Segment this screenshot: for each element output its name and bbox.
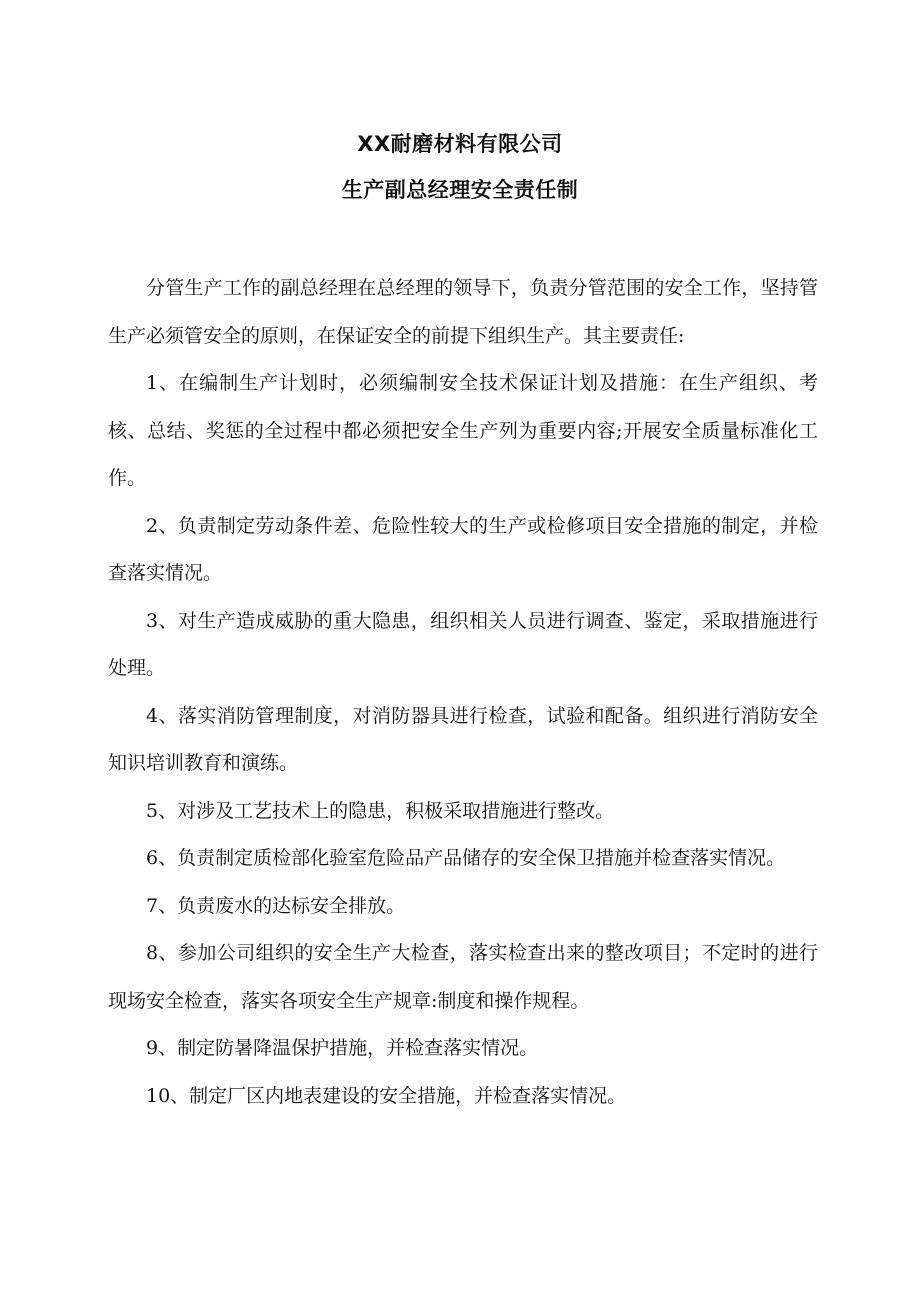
list-item: 1、在编制生产计划时，必须编制安全技术保证计划及措施：在生产组织、考核、总结、奖惩的全过程中都必须把安全生产列为重要内容;开展安全质量标准化工作。 (108, 372, 818, 489)
list-item: 9、制定防暑降温保护措施，并检查落实情况。 (146, 1037, 539, 1059)
intro-paragraph: 分管生产工作的副总经理在总经理的领导下，负责分管范围的安全工作，坚持管生产必须管安全的原则，在保证安全的前提下组织生产。其主要责任: (108, 277, 818, 347)
list-item: 2、负责制定劳动条件差、危险性较大的生产或检修项目安全措施的制定，并检查落实情况。 (108, 514, 818, 584)
list-item: 7、负责废水的达标安全排放。 (146, 894, 406, 917)
list-item: 3、对生产造成威胁的重大隐患，组织相关人员进行调查、鉴定，采取措施进行处理。 (108, 609, 818, 679)
document-body (108, 265, 818, 1120)
company-title: XX耐磨材料有限公司 (357, 132, 563, 156)
list-item: 8、参加公司组织的安全生产大检查，落实检查出来的整改项目；不定时的进行现场安全检查，落实各项安全生产规章:制度和操作规程。 (108, 942, 818, 1012)
list-item: 4、落实消防管理制度，对消防器具进行检查，试验和配备。组织进行消防安全知识培训教育和演练。 (108, 704, 818, 774)
list-item: 10、制定厂区内地表建设的安全措施，并检查落实情况。 (146, 1084, 627, 1107)
list-item: 5、对涉及工艺技术上的隐患，积极采取措施进行整改。 (146, 799, 615, 822)
list-item: 6、负责制定质检部化验室危险品产品储存的安全保卫措施并检查落实情况。 (146, 847, 786, 869)
document-title: 生产副总经理安全责任制 (341, 178, 579, 202)
